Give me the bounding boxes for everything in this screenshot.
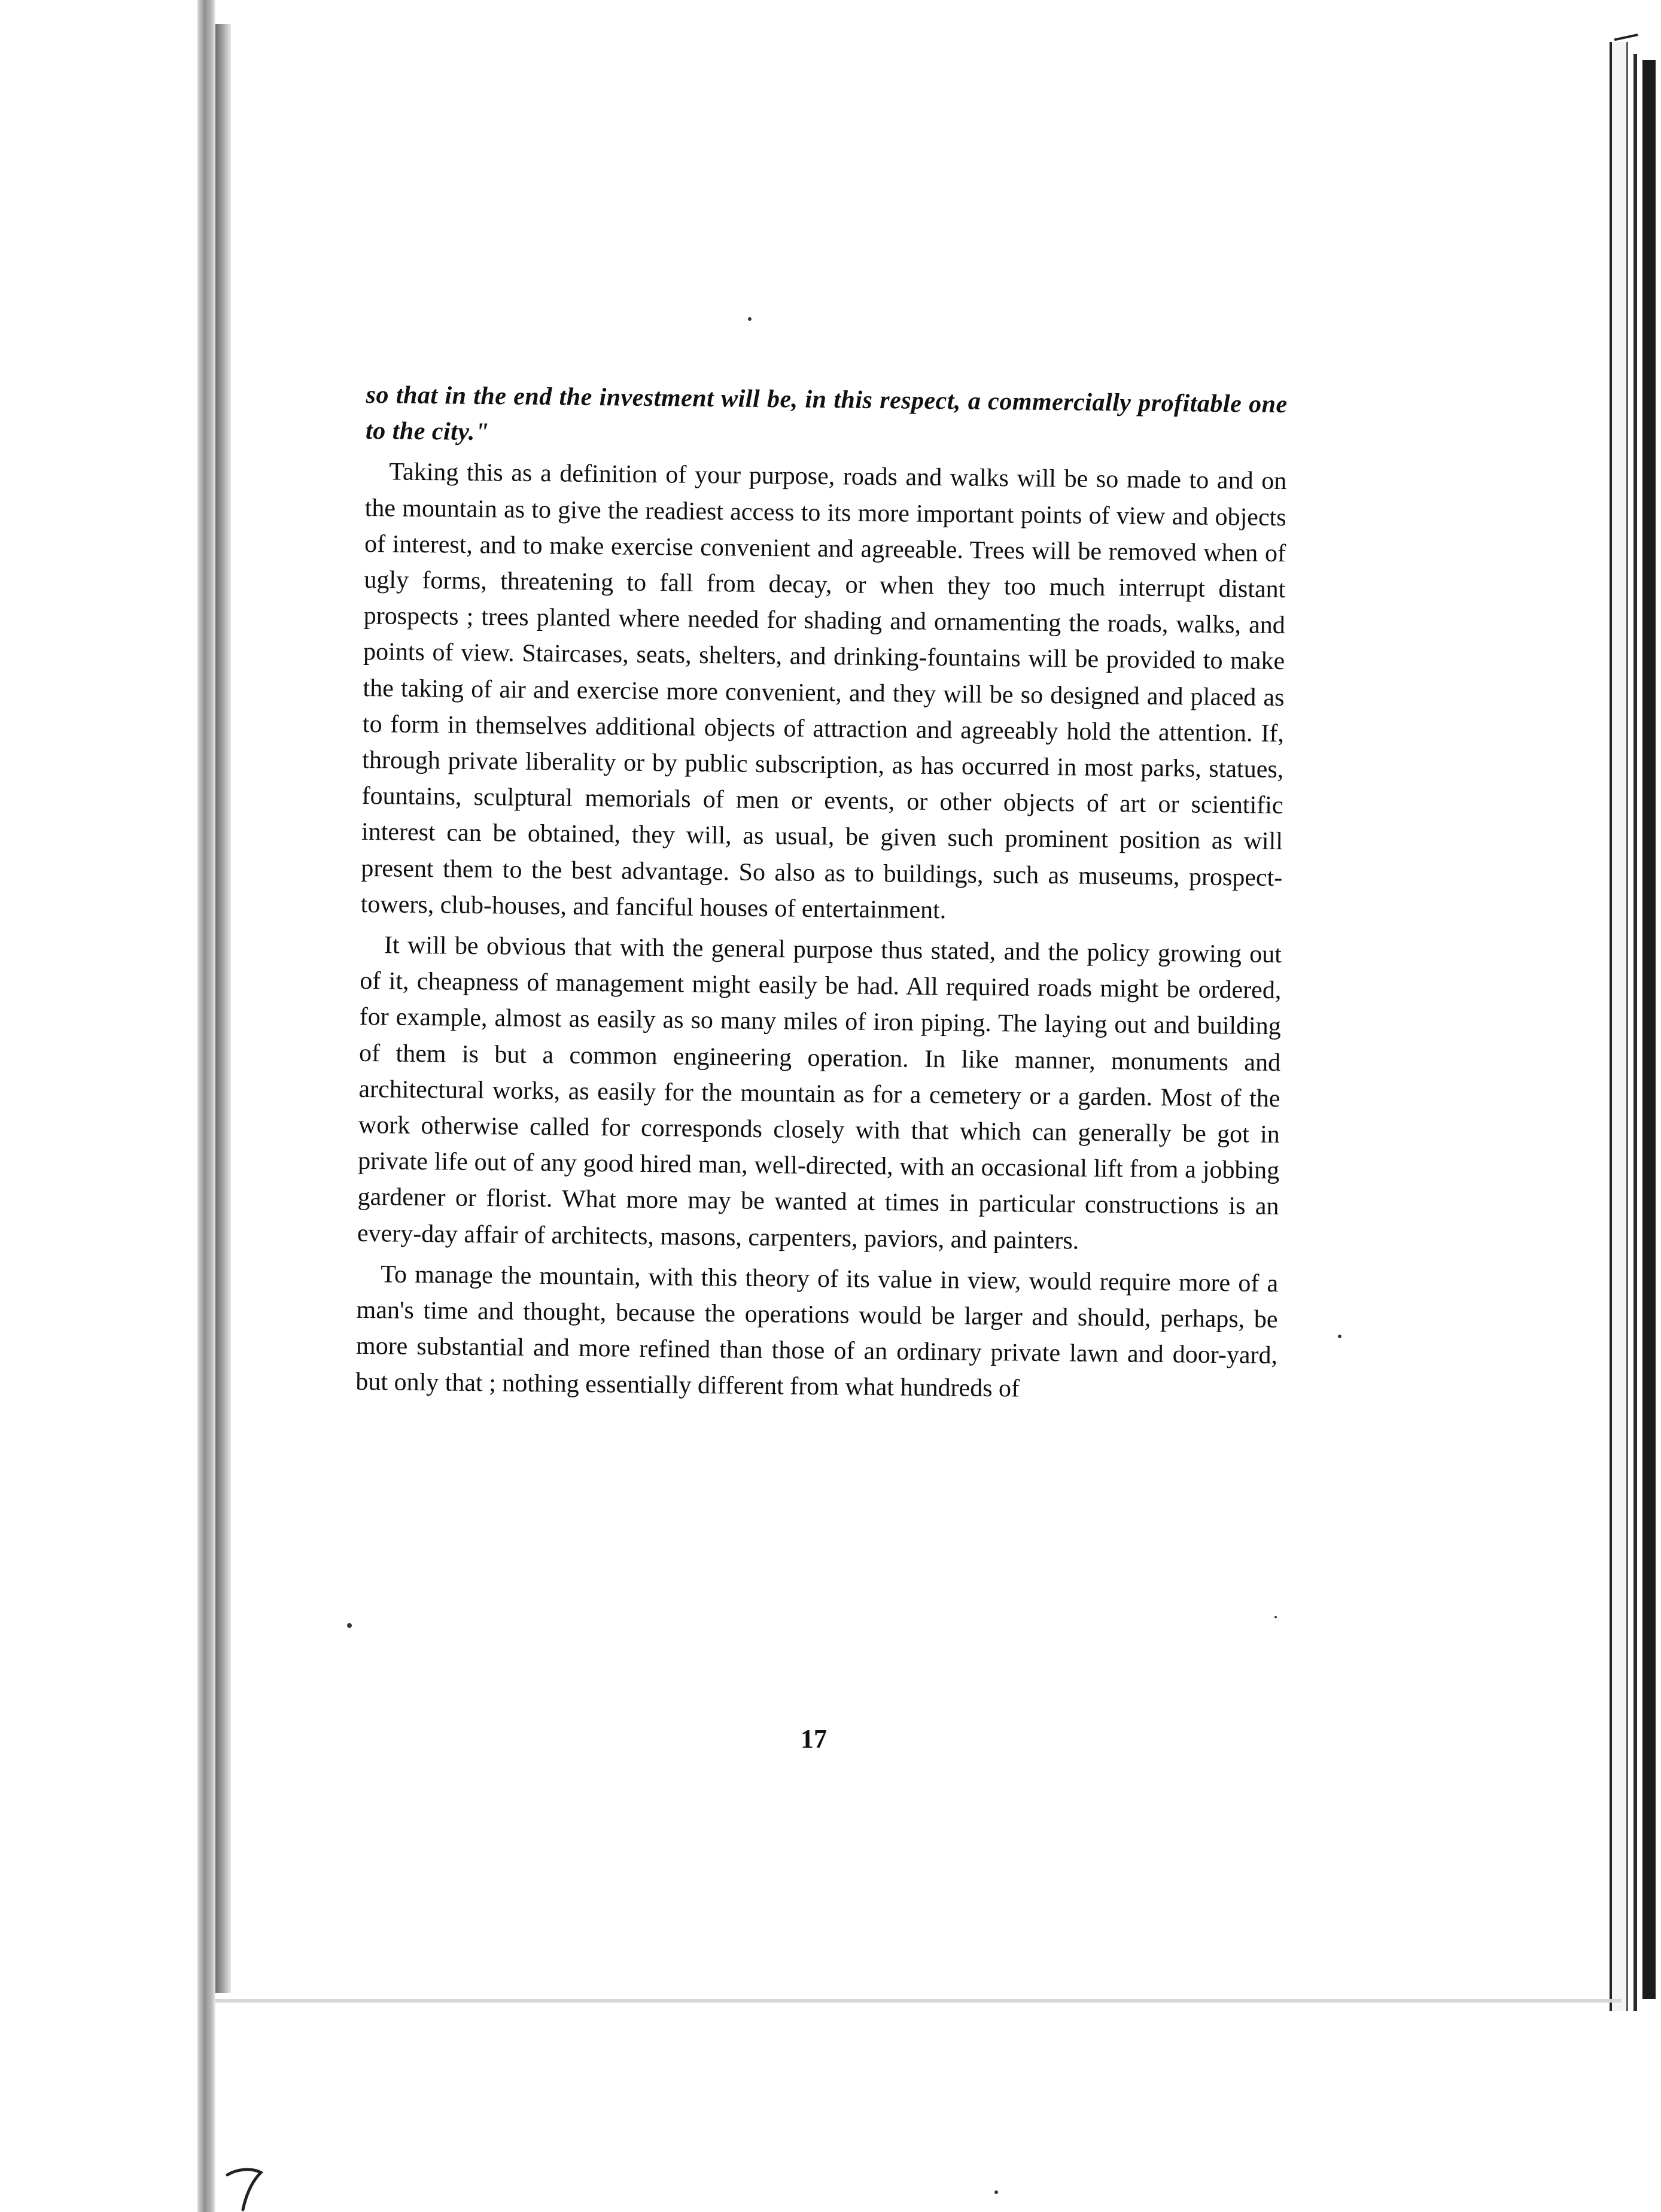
page-gutter-shadow	[197, 0, 215, 2212]
paragraph: It will be obvious that with the general purpose thus stated, and the policy growing out of it, cheapness of management might easily be had. All required roads might be ordered, for example, almost as easily as so many miles of iron piping. The laying out and building of them is but a common engineering operation. In like manner, monuments and architectural works, as easily for the mountain as for a cemetery or a garden. Most of the work otherwise called for corresponds closely with that which can generally be got in private life out of any good hired man, well-directed, with an occasional lift from a jobbing gardener or florist. What more may be wanted at times in particular constructions is an every-day affair of architects, masons, carpenters, paviors, and painters.	[357, 931, 1282, 1255]
pencil-mark	[225, 2167, 267, 2212]
scan-speck	[748, 317, 752, 321]
scan-speck	[347, 1623, 352, 1628]
page-gutter-edge	[215, 24, 231, 1993]
scan-speck	[1274, 1616, 1277, 1618]
page-right-edge	[1610, 42, 1628, 2011]
quote-continuation: so that in the end the investment will be, in this respect, a commercially profitable one to the city."	[365, 381, 1288, 446]
page-text	[355, 377, 1288, 1410]
scan-speck	[1338, 1335, 1341, 1338]
paragraph: To manage the mountain, with this theory of its value in view, would require more of a man's time and thought, because the operations would be larger and should, perhaps, be more substantial and more refined than those of an ordinary private lawn and door-yard, but only that ; nothing essentially different from what hundreds of	[355, 1260, 1279, 1403]
book-cover-edge	[1633, 54, 1637, 2011]
page-bottom-edge	[215, 1999, 1622, 2003]
page-corner-fold	[1614, 34, 1641, 54]
paragraph: Taking this as a definition of your purpose, roads and walks will be so made to and on the mountain as to give the readiest access to its more important points of view and objects of interest, and to make exercise convenient and agreeable. Trees will be removed when of ugly forms, threatening to fall from decay, or when they too much interrupt distant prospects ; trees planted where needed for shading and ornamenting the roads, walks, and points of view. Staircases, seats, shelters, and drinking-fountains will be provided to make the taking of air and exercise more convenient, and they will be so designed and placed as to form in themselves additional objects of attraction and agreeably hold the attention. If, through private liberality or by public subscription, as has occurred in most parks, statues, fountains, sculptural memorials of men or events, or other objects of art or scientific interest can be obtained, they will, as usual, be given such prominent position as will present them to the best advantage. So also as to buildings, such as museums, prospect-towers, club-houses, and fanciful houses of entertainment.	[360, 458, 1287, 925]
book-cover-border	[1642, 60, 1656, 1999]
page-number: 17	[801, 1724, 827, 1754]
scan-speck	[994, 2190, 998, 2194]
